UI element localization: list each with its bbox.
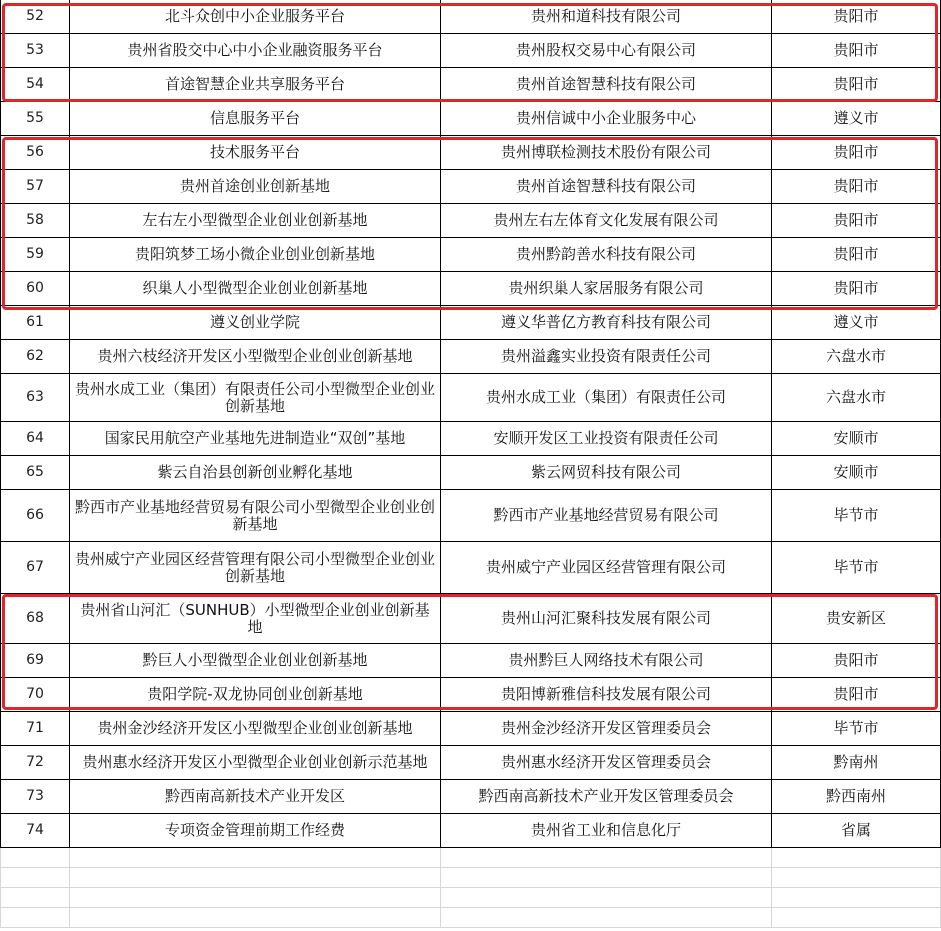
grid-line	[0, 888, 1, 907]
project-name-cell[interactable]: 北斗众创中小企业服务平台	[69, 0, 440, 33]
region-cell[interactable]: 毕节市	[771, 542, 941, 593]
project-name-cell[interactable]: 贵阳筑梦工场小微企业创业创新基地	[69, 238, 440, 271]
grid-line	[0, 848, 1, 867]
table-row	[0, 170, 941, 204]
organization-cell[interactable]: 紫云网贸科技有限公司	[440, 456, 771, 489]
organization-cell[interactable]: 安顺开发区工业投资有限责任公司	[440, 422, 771, 455]
region-cell[interactable]: 黔西南州	[771, 780, 941, 813]
region-cell[interactable]: 遵义市	[771, 306, 941, 339]
grid-line	[440, 868, 441, 887]
project-name-cell[interactable]: 黔西市产业基地经营贸易有限公司小型微型企业创业创新基地	[69, 490, 440, 541]
empty-grid-row[interactable]	[0, 908, 941, 928]
row-number-cell[interactable]: 61	[0, 306, 69, 339]
region-cell[interactable]: 六盘水市	[771, 374, 941, 421]
row-number-cell[interactable]: 65	[0, 456, 69, 489]
empty-grid-row[interactable]	[0, 848, 941, 868]
organization-cell[interactable]: 贵州惠水经济开发区管理委员会	[440, 746, 771, 779]
region-cell[interactable]: 六盘水市	[771, 340, 941, 373]
grid-line	[440, 888, 441, 907]
organization-cell[interactable]: 贵州左右左体育文化发展有限公司	[440, 204, 771, 237]
region-cell[interactable]: 毕节市	[771, 712, 941, 745]
project-name-cell[interactable]: 黔巨人小型微型企业创业创新基地	[69, 644, 440, 677]
project-name-cell[interactable]: 左右左小型微型企业创业创新基地	[69, 204, 440, 237]
project-name-cell[interactable]: 国家民用航空产业基地先进制造业“双创”基地	[69, 422, 440, 455]
grid-line	[771, 868, 772, 887]
table-row	[0, 456, 941, 490]
organization-cell[interactable]: 贵州威宁产业园区经营管理有限公司	[440, 542, 771, 593]
row-number-cell[interactable]: 60	[0, 272, 69, 305]
row-number-cell[interactable]: 62	[0, 340, 69, 373]
project-name-cell[interactable]: 信息服务平台	[69, 102, 440, 135]
project-name-cell[interactable]: 贵州水成工业（集团）有限责任公司小型微型企业创业创新基地	[69, 374, 440, 421]
row-number-cell[interactable]: 73	[0, 780, 69, 813]
row-number-cell[interactable]: 66	[0, 490, 69, 541]
organization-cell[interactable]: 贵州山河汇聚科技发展有限公司	[440, 594, 771, 643]
region-cell[interactable]: 贵安新区	[771, 594, 941, 643]
row-number-cell[interactable]: 56	[0, 136, 69, 169]
region-cell[interactable]: 贵阳市	[771, 34, 941, 67]
row-number-cell[interactable]: 70	[0, 678, 69, 711]
row-number-cell[interactable]: 69	[0, 644, 69, 677]
table-row	[0, 34, 941, 68]
table-row	[0, 102, 941, 136]
grid-line	[69, 848, 70, 867]
table-row	[0, 542, 941, 594]
grid-line	[0, 868, 1, 887]
table-row	[0, 678, 941, 712]
organization-cell[interactable]: 贵州省工业和信息化厅	[440, 814, 771, 847]
organization-cell[interactable]: 遵义华普亿方教育科技有限公司	[440, 306, 771, 339]
region-cell[interactable]: 毕节市	[771, 490, 941, 541]
organization-cell[interactable]: 贵阳博新雅信科技发展有限公司	[440, 678, 771, 711]
grid-line	[771, 908, 772, 927]
table-row	[0, 746, 941, 780]
region-cell[interactable]: 省属	[771, 814, 941, 847]
region-cell[interactable]: 安顺市	[771, 422, 941, 455]
empty-grid-row[interactable]	[0, 888, 941, 908]
row-number-cell[interactable]: 57	[0, 170, 69, 203]
project-name-cell[interactable]: 贵州金沙经济开发区小型微型企业创业创新基地	[69, 712, 440, 745]
organization-cell[interactable]: 贵州溢鑫实业投资有限责任公司	[440, 340, 771, 373]
organization-cell[interactable]: 贵州信诚中小企业服务中心	[440, 102, 771, 135]
row-number-cell[interactable]: 72	[0, 746, 69, 779]
organization-cell[interactable]: 贵州和道科技有限公司	[440, 0, 771, 33]
project-name-cell[interactable]: 紫云自治县创新创业孵化基地	[69, 456, 440, 489]
region-cell[interactable]: 贵阳市	[771, 0, 941, 33]
row-number-cell[interactable]: 54	[0, 68, 69, 101]
region-cell[interactable]: 安顺市	[771, 456, 941, 489]
grid-line	[440, 908, 441, 927]
table-row	[0, 68, 941, 102]
region-cell[interactable]: 贵阳市	[771, 204, 941, 237]
region-cell[interactable]: 贵阳市	[771, 68, 941, 101]
project-name-cell[interactable]: 贵州省股交中心中小企业融资服务平台	[69, 34, 440, 67]
grid-line	[69, 908, 70, 927]
region-cell[interactable]: 贵阳市	[771, 644, 941, 677]
table-row	[0, 0, 941, 34]
organization-cell[interactable]: 黔西市产业基地经营贸易有限公司	[440, 490, 771, 541]
row-number-cell[interactable]: 59	[0, 238, 69, 271]
empty-grid-row[interactable]	[0, 868, 941, 888]
project-name-cell[interactable]: 贵州省山河汇（SUNHUB）小型微型企业创业创新基地	[69, 594, 440, 643]
organization-cell[interactable]: 贵州黔韵善水科技有限公司	[440, 238, 771, 271]
table-row	[0, 814, 941, 848]
row-number-cell[interactable]: 64	[0, 422, 69, 455]
organization-cell[interactable]: 贵州黔巨人网络技术有限公司	[440, 644, 771, 677]
table-row	[0, 238, 941, 272]
row-number-cell[interactable]: 53	[0, 34, 69, 67]
table-row	[0, 306, 941, 340]
row-number-cell[interactable]: 71	[0, 712, 69, 745]
project-name-cell[interactable]: 贵州威宁产业园区经营管理有限公司小型微型企业创业创新基地	[69, 542, 440, 593]
project-name-cell[interactable]: 织巢人小型微型企业创业创新基地	[69, 272, 440, 305]
region-cell[interactable]: 贵阳市	[771, 678, 941, 711]
project-name-cell[interactable]: 贵州首途创业创新基地	[69, 170, 440, 203]
organization-cell[interactable]: 贵州博联检测技术股份有限公司	[440, 136, 771, 169]
row-number-cell[interactable]: 67	[0, 542, 69, 593]
region-cell[interactable]: 贵阳市	[771, 136, 941, 169]
table-row	[0, 340, 941, 374]
table-row	[0, 374, 941, 422]
project-name-cell[interactable]: 技术服务平台	[69, 136, 440, 169]
organization-cell[interactable]: 贵州首途智慧科技有限公司	[440, 170, 771, 203]
region-cell[interactable]: 贵阳市	[771, 238, 941, 271]
row-number-cell[interactable]: 74	[0, 814, 69, 847]
project-name-cell[interactable]: 专项资金管理前期工作经费	[69, 814, 440, 847]
grid-line	[771, 888, 772, 907]
organization-cell[interactable]: 贵州金沙经济开发区管理委员会	[440, 712, 771, 745]
table-row	[0, 136, 941, 170]
table-row	[0, 594, 941, 644]
region-cell[interactable]: 贵阳市	[771, 272, 941, 305]
table-row	[0, 712, 941, 746]
project-name-cell[interactable]: 黔西南高新技术产业开发区	[69, 780, 440, 813]
table-row	[0, 644, 941, 678]
row-number-cell[interactable]: 55	[0, 102, 69, 135]
row-number-cell[interactable]: 68	[0, 594, 69, 643]
organization-cell[interactable]: 贵州首途智慧科技有限公司	[440, 68, 771, 101]
organization-cell[interactable]: 黔西南高新技术产业开发区管理委员会	[440, 780, 771, 813]
project-name-cell[interactable]: 遵义创业学院	[69, 306, 440, 339]
row-number-cell[interactable]: 52	[0, 0, 69, 33]
table-row	[0, 422, 941, 456]
table-row	[0, 490, 941, 542]
table-row	[0, 272, 941, 306]
grid-line	[771, 848, 772, 867]
table-row	[0, 780, 941, 814]
organization-cell[interactable]: 贵州水成工业（集团）有限责任公司	[440, 374, 771, 421]
organization-cell[interactable]: 贵州股权交易中心有限公司	[440, 34, 771, 67]
project-name-cell[interactable]: 贵州惠水经济开发区小型微型企业创业创新示范基地	[69, 746, 440, 779]
region-cell[interactable]: 遵义市	[771, 102, 941, 135]
organization-cell[interactable]: 贵州织巢人家居服务有限公司	[440, 272, 771, 305]
project-name-cell[interactable]: 首途智慧企业共享服务平台	[69, 68, 440, 101]
grid-line	[0, 908, 1, 927]
row-number-cell[interactable]: 63	[0, 374, 69, 421]
project-name-cell[interactable]: 贵阳学院-双龙协同创业创新基地	[69, 678, 440, 711]
region-cell[interactable]: 贵阳市	[771, 170, 941, 203]
row-number-cell[interactable]: 58	[0, 204, 69, 237]
table-row	[0, 204, 941, 238]
grid-line	[69, 888, 70, 907]
region-cell[interactable]: 黔南州	[771, 746, 941, 779]
grid-line	[69, 868, 70, 887]
grid-line	[440, 848, 441, 867]
project-name-cell[interactable]: 贵州六枝经济开发区小型微型企业创业创新基地	[69, 340, 440, 373]
